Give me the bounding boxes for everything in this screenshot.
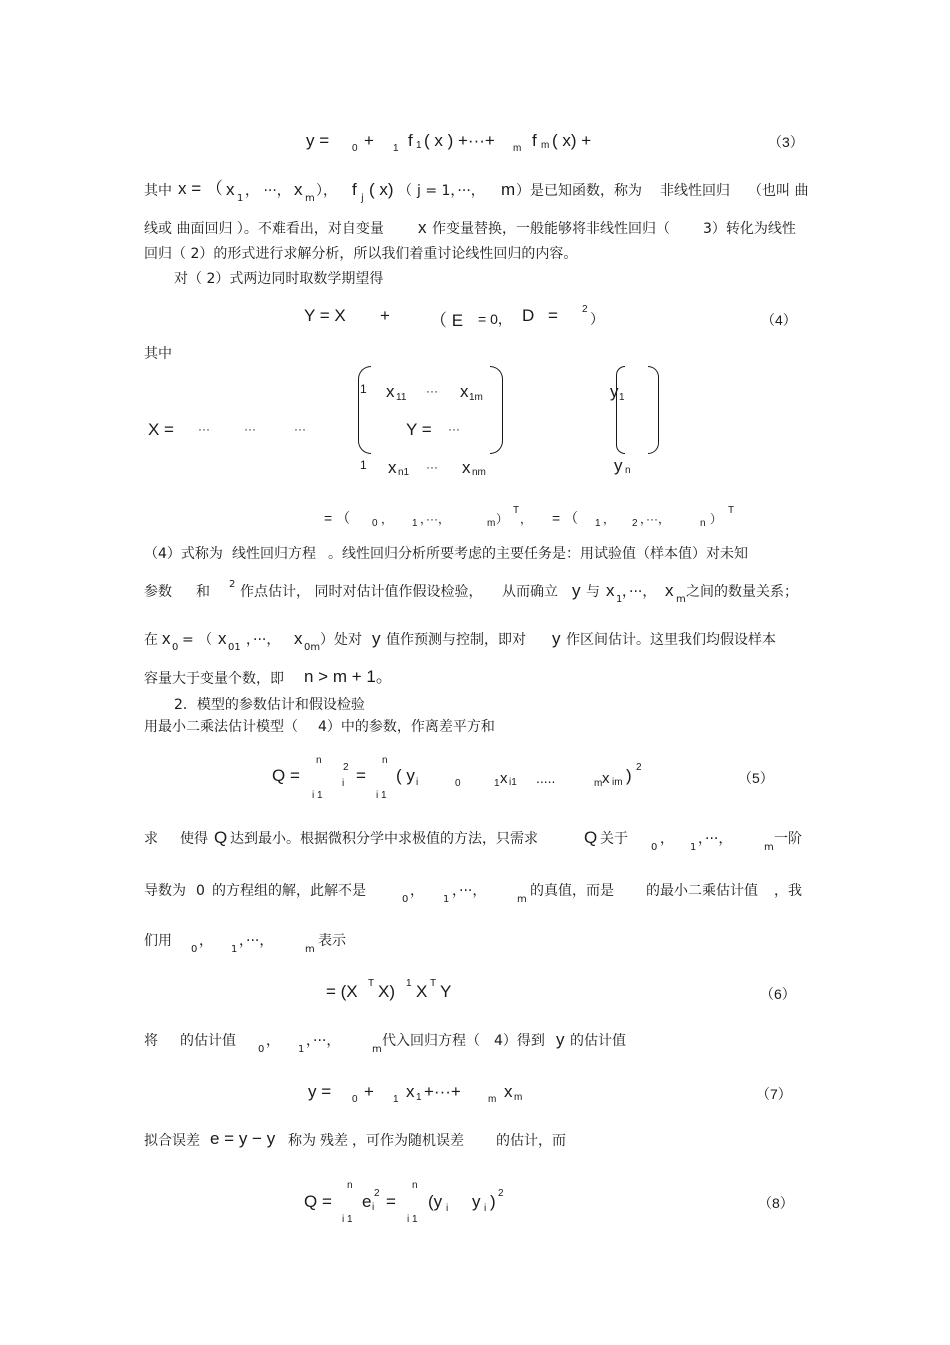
matrix-y-left-bracket (616, 366, 625, 454)
equation-number-6: （6） (760, 986, 796, 1002)
equation-number-3: （3） (768, 134, 804, 150)
matrix-x-left-bracket (358, 366, 371, 454)
document-page: y = 0 + 1 f 1 ( x ) +···+ m f m ( x) + （3） 其中 x = （ x 1 ， ···， x m ）， f j ( x) （ j = 1，···， m ）是已知函数，称为 非线性回归 （也叫 曲 线或 曲面回归 ）。不难看出，对自变量 x 作变量替换，一般能够将非线性回归（ 3）转化为线性 回归（ 2）的形式进行求解分析，所以我们着重讨论线性回归的内容。 对（ 2）式两边同时取数学期望得 Y = X + （ E = 0， D = 2 ） （4） 其中 X = ··· ··· ··· 1 x 11 ··· x 1m Y = ··· 1 x n1 ··· x nm y 1 y n = （ 0 ， 1 ，···， m ） T ， = （ 1 ， 2 ，···， n ） T （4）式称为 线性回归方程 。线性回归分析所要考虑的主要任务是：用试验值（样本值）对未知 参数 和 2 作点估计， 同时对估计值作假设检验， 从而确立 y 与 x 1 ，···， x m 之间的数量关系； 在 x 0 = （ x 01 ，···， x 0m ）处对 y 值作预测与控制，即对 y 作区间估计。这里我们均假设样本 容量大于变量个数，即 n > m + 1。 2．模型的参数估计和假设检验 用最小二乘法估计模型（ 4）中的参数，作离差平方和 Q = n 2 i i 1 = n i 1 ( y i 0 1 x i1 ..... m x im ) 2 （5） 求 使得 Q 达到最小。根据微积分学中求极值的方法，只需求 Q 关于 0 ， 1 ，···， m 一阶 导数为 0 的方程组的解，此解不是 0 ， 1 ，···， m 的真值，而是 的最小二乘估计值 ，我 们用 0 ， 1 ，···， m 表示 = (X T X) 1 X T Y （6） 将 的估计值 0 ， 1 ，···， m 代入回归方程（ 4）得到 y 的估计值 y = 0 + 1 x 1 +···+ m x m （7） 拟合误差 e = y − y 称为 残差 ，可作为随机误差 的估计，而 Q = n e i 2 = n (y i y i ) 2 i 1 i 1 （8） (144, 131, 809, 1225)
paragraph-2: 其中 (144, 346, 172, 362)
equation-number-5: （5） (738, 770, 774, 786)
equation-number-4: （4） (761, 312, 797, 328)
matrix-x-right-bracket (490, 366, 503, 454)
equation-number-7: （7） (756, 1086, 792, 1102)
equation-number-8: （8） (758, 1195, 794, 1211)
matrix-y-right-bracket (648, 366, 659, 454)
